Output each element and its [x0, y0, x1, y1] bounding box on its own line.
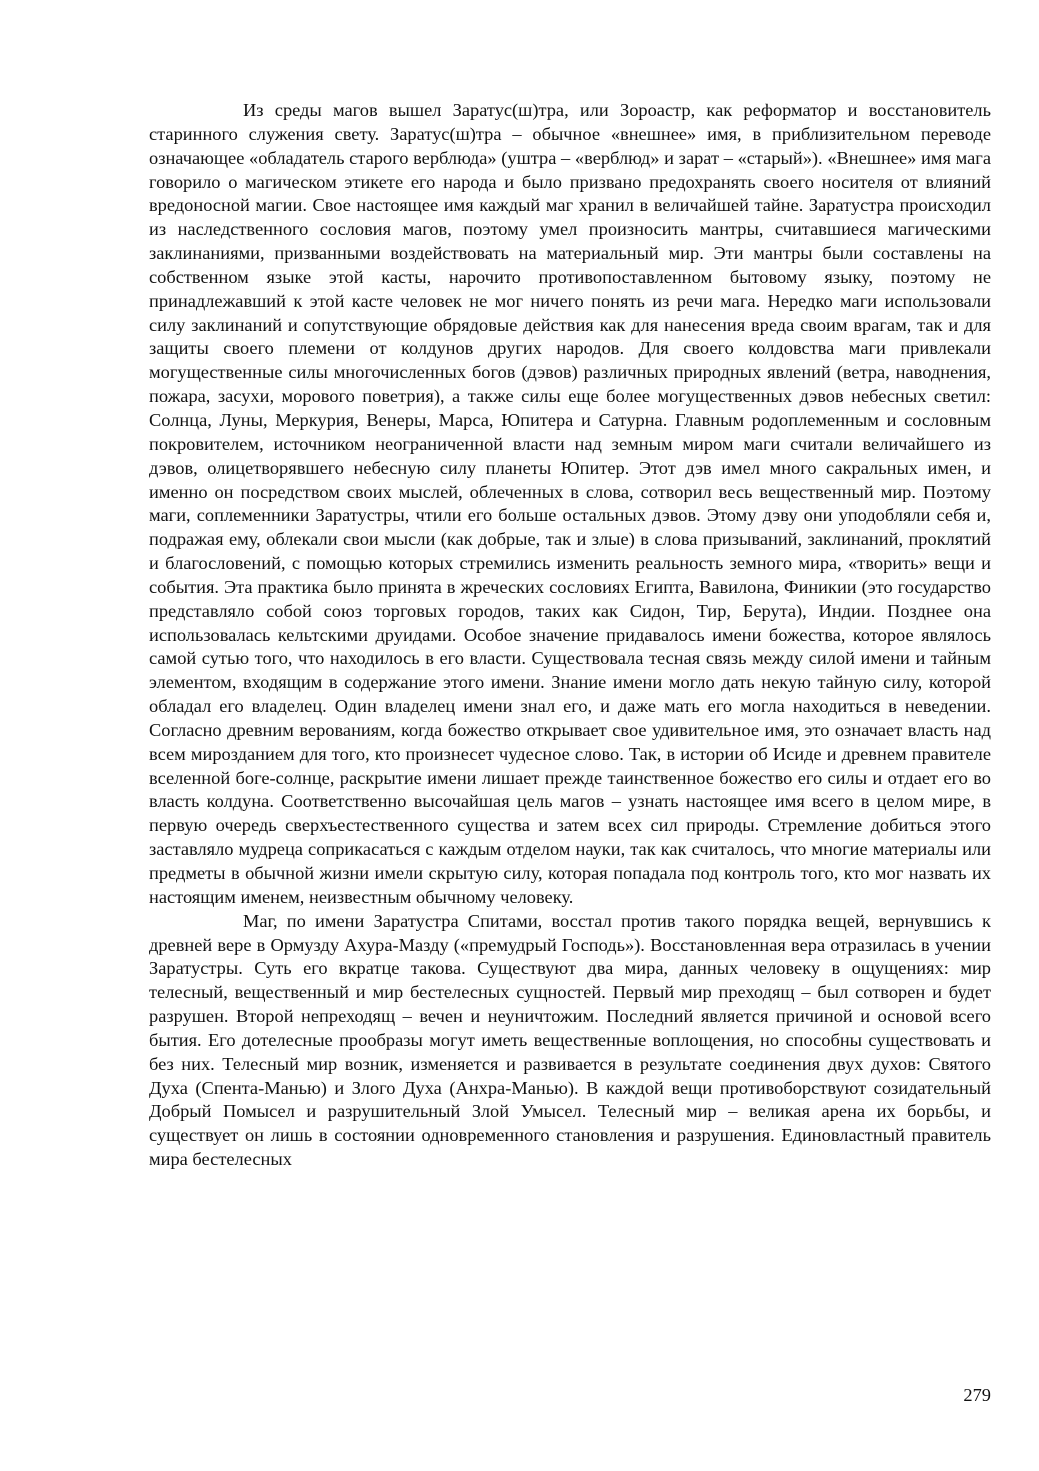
paragraph-1: Из среды магов вышел Заратус(ш)тра, или Зороастр, как реформатор и восстановитель старинного служения свету. Заратус(ш)тра – обычное «внешнее» имя, в приблизительном переводе означающее «обладатель старого верблюда» (уштра – «верблюд» и зарат – «старый»). «Внешнее» имя мага говорило о магическом этикете его народа и было призвано предохранять своего носителя от влияний вредоносной магии. Свое настоящее имя каждый маг хранил в величайшей тайне. Заратустра происходил из наследственного сословия магов, поэтому умел произносить мантры, считавшиеся магическими заклинаниями, призванными воздействовать на материальный мир. Эти мантры были составлены на собственном языке этой касты, нарочито противопоставленном бытовому языку, поэтому не принадлежавший к этой касте человек не мог ничего понять из речи мага. Нередко маги использовали силу заклинаний и сопутствующие обрядовые действия как для нанесения вреда своим врагам, так и для защиты своего племени от колдунов других народов. Для своего колдовства маги привлекали могущественные силы многочисленных богов (дэвов) различных природных явлений (ветра, наводнения, пожара, засухи, морового поветрия), а также силы еще более могущественных дэвов небесных светил: Солнца, Луны, Меркурия, Венеры, Марса, Юпитера и Сатурна. Главным родоплеменным и сословным покровителем, источником неограниченной власти над земным миром маги считали величайшего из дэвов, олицетворявшего небесную силу планеты Юпитер. Этот дэв имел много сакральных имен, и именно он посредством своих мыслей, облеченных в слова, сотворил весь вещественный мир. Поэтому маги, соплеменники Заратустры, чтили его больше остальных дэвов. Этому дэву они уподобляли себя и, подражая ему, облекали свои мысли (как добрые, так и злые) в слова призываний, заклинаний, проклятий и благословений, с помощью которых стремились изменить реальность земного мира, «творить» вещи и события. Эта практика было принята в жреческих сословиях Египта, Вавилона, Финикии (это государство представляло собой союз торговых городов, таких как Сидон, Тир, Берута), Индии. Позднее она использовалась кельтскими друидами. Особое значение придавалось имени божества, которое являлось самой сутью того, что находилось в его власти. Существовала тесная связь между силой имени и тайным элементом, входящим в содержание этого имени. Знание имени могло дать некую тайную силу, которой обладал его владелец. Один владелец имени знал его, и даже мать его могла находиться в неведении. Согласно древним верованиям, когда божество открывает свое удивительное имя, это означает власть над всем мирозданием для того, кто произнесет чудесное слово. Так, в истории об Исиде и древнем правителе вселенной боге-солнце, раскрытие имени лишает прежде таинственное божество его силы и отдает его во власть колдуна. Соответственно высочайшая цель магов – узнать настоящее имя всего в целом мире, в первую очередь сверхъестественного существа и затем всех сил природы. Стремление добиться этого заставляло мудреца соприкасаться с каждым отделом науки, так как считалось, что многие материалы или предметы в обычной жизни имели скрытую силу, которая попадала под контроль того, кто мог назвать их настоящим именем, неизвестным обычному человеку.: [149, 100, 991, 907]
page-number: 279: [963, 1385, 991, 1405]
paragraph-2: Маг, по имени Заратустра Спитами, восстал против такого порядка вещей, вернувшись к древней вере в Ормузду Ахура-Мазду («премудрый Господь»). Восстановленная вера отразилась в учении Заратустры. Суть его вкратце такова. Существуют два мира, данных человеку в ощущениях: мир телесный, вещественный и мир бестелесных сущностей. Первый мир преходящ – был сотворен и будет разрушен. Второй непреходящ – вечен и неуничтожим. Последний является причиной и основой всего бытия. Его дотелесные прообразы могут иметь вещественные воплощения, но способны существовать и без них. Телесный мир возник, изменяется и развивается в результате соединения двух духов: Святого Духа (Спента-Манью) и Злого Духа (Анхра-Манью). В каждой вещи противоборствуют созидательный Добрый Помысел и разрушительный Злой Умысел. Телесный мир – великая арена их борьбы, и существует он лишь в состоянии одновременного становления и разрушения. Единовластный правитель мира бестелесных: [149, 910, 991, 1170]
page-body: [149, 99, 991, 1172]
